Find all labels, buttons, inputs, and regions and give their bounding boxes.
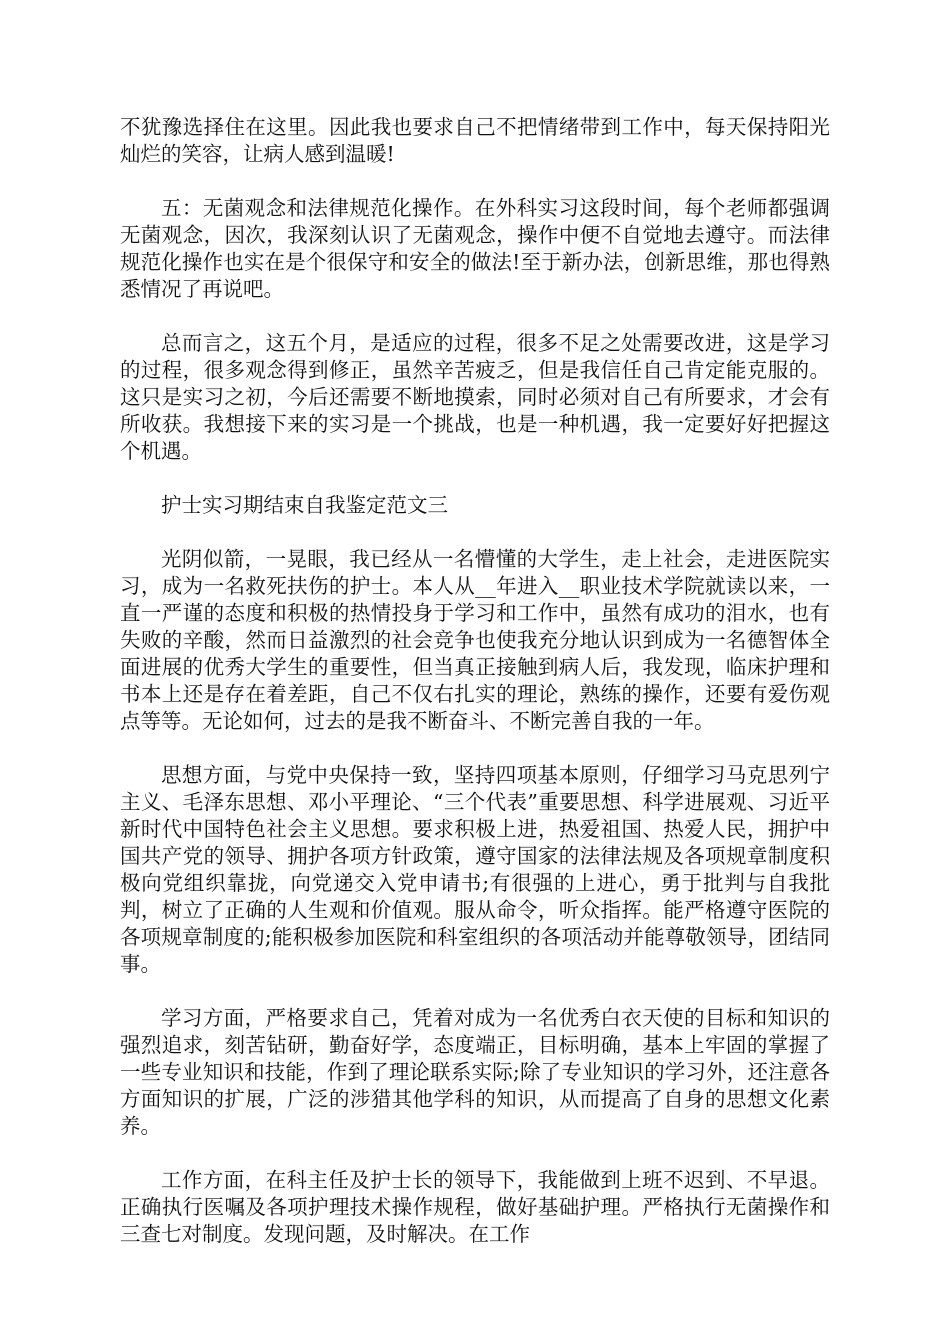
paragraph-intro: 光阴似箭，一晃眼，我已经从一名懵懂的大学生，走上社会，走进医院实习，成为一名救死扶伤的护士。本人从__年进入__职业技术学院就读以来，一直一严谨的态度和积极的热情投身于学习和工作中，虽然有成功的泪水，也有失败的辛酸，然而日益激烈的社会竞争也使我充分地认识到成为一名德智体全面进展的优秀大学生的重要性，但当真正接触到病人后，我发现，临床护理和书本上还是存在着差距，自己不仅右扎实的理论，熟练的操作，还要有爱伤观点等等。无论如何，过去的是我不断奋斗、不断完善自我的一年。 xyxy=(120,547,830,733)
paragraph-continuation: 不犹豫选择住在这里。因此我也要求自己不把情绪带到工作中，每天保持阳光灿烂的笑容，让病人感到温暖! xyxy=(120,115,830,166)
paragraph-summary: 总而言之，这五个月，是适应的过程，很多不足之处需要改进，这是学习的过程，很多观念得到修正，虽然辛苦疲乏，但是我信任自己肯定能克服的。这只是实习之初，今后还需要不断地摸索，同时必须对自己有所要求，才会有所收获。我想接下来的实习是一个挑战，也是一种机遇，我一定要好好把握这个机遇。 xyxy=(120,331,830,463)
document-page xyxy=(120,114,830,1275)
section-heading: 护士实习期结束自我鉴定范文三 xyxy=(161,493,448,517)
paragraph-work: 工作方面，在科主任及护士长的领导下，我能做到上班不迟到、不早退。正确执行医嘱及各项护理技术操作规程，做好基础护理。严格执行无菌操作和三查七对制度。发现问题，及时解决。在工作 xyxy=(120,1168,830,1246)
paragraph-aseptic-law: 五：无菌观念和法律规范化操作。在外科实习这段时间，每个老师都强调无菌观念，因次，我深刻认识了无菌观念，操作中便不自觉地去遵守。而法律规范化操作也实在是个很保守和安全的做法!至于新办法，创新思维，那也得熟悉情况了再说吧。 xyxy=(120,196,830,301)
paragraph-study: 学习方面，严格要求自己，凭着对成为一名优秀白衣天使的目标和知识的强烈追求，刻苦钻研，勤奋好学，态度端正，目标明确，基本上牢固的掌握了一些专业知识和技能，作到了理论联系实际;除了专业知识的学习外，还注意各方面知识的扩展，广泛的涉猎其他学科的知识，从而提高了自身的思想文化素养。 xyxy=(120,1006,830,1138)
paragraph-ideology: 思想方面，与党中央保持一致，坚持四项基本原则，仔细学习马克思列宁主义、毛泽东思想、邓小平理论、“三个代表”重要思想、科学进展观、习近平新时代中国特色社会主义思想。要求积极上进，热爱祖国、热爱人民，拥护中国共产党的领导、拥护各项方针政策，遵守国家的法律法规及各项规章制度积极向党组织靠拢，向党递交入党申请书;有很强的上进心，勇于批判与自我批判，树立了正确的人生观和价值观。服从命令，听众指挥。能严格遵守医院的各项规章制度的;能积极参加医院和科室组织的各项活动并能尊敬领导，团结同事。 xyxy=(120,763,830,976)
